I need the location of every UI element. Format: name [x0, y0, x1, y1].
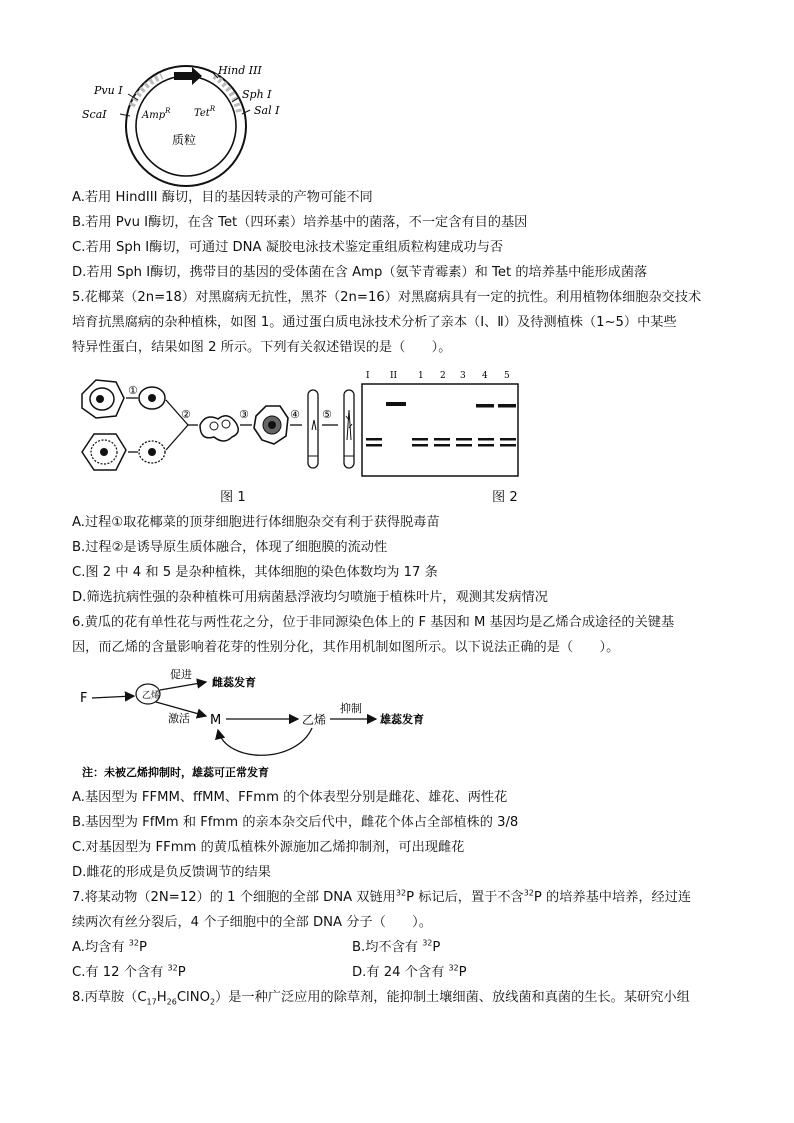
q7-option-b: B.均不含有 $^{32}$P — [352, 938, 441, 955]
q6-option-a: A.基因型为 FFMM、ffMM、FFmm 的个体表型分别是雌花、雄花、两性花 — [72, 790, 508, 805]
site-sal: Sal I — [254, 104, 280, 117]
promote-label: 促进 — [170, 668, 192, 681]
q7-option-a: A.均含有 $^{32}$P — [72, 938, 147, 955]
site-sph: Sph I — [242, 88, 272, 101]
step-5-label: ⑤ — [322, 408, 332, 421]
q5-option-b: B.过程②是诱导原生质体融合，体现了细胞膜的流动性 — [72, 540, 388, 555]
site-pvu: Pvu I — [94, 84, 123, 97]
q7-stem-1: 7.将某动物（2N=12）的 1 个细胞的全部 DNA 双链用$^{32}$P 标记后，置于不含$^{32}$P 的培养基中培养，经过连 — [72, 888, 692, 905]
site-hind: Hind III — [218, 64, 262, 77]
plasmid-diagram — [82, 62, 292, 188]
step-3-label: ③ — [239, 408, 249, 421]
svg-text:AmpR: Amp$^R$ — [142, 107, 171, 121]
svg-text:TetR: Tet$^R$ — [194, 105, 216, 119]
diagram-note: 注：未被乙烯抑制时，雄蕊可正常发育 — [82, 766, 269, 779]
fusion-process-figure — [76, 370, 366, 480]
q6-option-c: C.对基因型为 FFmm 的黄瓜植株外源施加乙烯抑制剂，可出现雌花 — [72, 840, 465, 855]
q7-stem-2: 续两次有丝分裂后，4 个子细胞中的全部 DNA 分子（ ）。 — [72, 915, 432, 930]
activate-label: 激活 — [168, 712, 190, 725]
male-development-label: 雄蕊发育 — [380, 713, 424, 726]
gel-figure — [360, 368, 520, 478]
step-1-label: ① — [128, 384, 138, 397]
lane-label-3: 3 — [460, 371, 466, 381]
tet-label: Tet — [194, 108, 210, 119]
q5-option-a: A.过程①取花椰菜的顶芽细胞进行体细胞杂交有利于获得脱毒苗 — [72, 515, 440, 530]
step-4-label: ④ — [290, 408, 300, 421]
q5-stem-3: 特异性蛋白，结果如图 2 所示。下列有关叙述错误的是（ ）。 — [72, 340, 452, 355]
q8-stem: 8.丙草胺$(C_{17}H_{26}ClNO_2)$是一种广泛应用的除草剂，能抑制土壤细菌、放线菌和真菌的生长。某研究小组 — [72, 990, 690, 1007]
q4-option-b: B.若用 Pvu Ⅰ酶切，在含 Tet（四环素）培养基中的菌落，不一定含有目的基因 — [72, 215, 528, 230]
q5-stem-2: 培育抗黑腐病的杂种植株，如图 1。通过蛋白质电泳技术分析了亲本（Ⅰ、Ⅱ）及待测植株（1~5）中某些 — [72, 315, 677, 330]
lane-label-5: 5 — [504, 371, 510, 381]
promoter-arrow-icon — [174, 67, 202, 85]
lane-label-1: 1 — [418, 371, 424, 381]
q7-option-d: D.有 24 个含有 $^{32}$P — [352, 963, 467, 980]
step-2-label: ② — [181, 408, 191, 421]
amp-label: Amp — [142, 110, 166, 121]
fig2-caption: 图 2 — [492, 490, 518, 505]
q6-option-b: B.基因型为 FfMm 和 Ffmm 的亲本杂交后代中，雌花个体占全部植株的 3/8 — [72, 815, 519, 830]
ethylene-label: 乙烯 — [302, 713, 327, 727]
lane-label-2: 2 — [440, 371, 446, 381]
q5-option-c: C.图 2 中 4 和 5 是杂种植株，其体细胞的染色体数均为 17 条 — [72, 565, 438, 580]
q6-stem-1: 6.黄瓜的花有单性花与两性花之分，位于非同源染色体上的 F 基因和 M 基因均是乙烯合成途径的关键基 — [72, 615, 675, 630]
plasmid-label: 质粒 — [172, 133, 197, 147]
lane-label-II: II — [390, 371, 398, 381]
gene-F-label: F — [80, 691, 88, 706]
lane-label-I: I — [366, 371, 370, 381]
lane-label-4: 4 — [482, 371, 488, 381]
site-sca: ScaI — [82, 108, 107, 121]
gene-M-label: M — [210, 713, 222, 728]
q4-option-c: C.若用 Sph Ⅰ酶切，可通过 DNA 凝胶电泳技术鉴定重组质粒构建成功与否 — [72, 240, 504, 255]
ethylene-small-label: 乙烯 — [142, 691, 161, 701]
q7-option-c: C.有 12 个含有 $^{32}$P — [72, 963, 186, 980]
female-development-label: 雌蕊发育 — [212, 676, 256, 689]
q5-stem-1: 5.花椰菜（2n=18）对黑腐病无抗性，黑芥（2n=16）对黑腐病具有一定的抗性。利用植物体细胞杂交技术 — [72, 290, 702, 305]
q5-option-d: D.筛选抗病性强的杂种植株可用病菌悬浮液均匀喷施于植株叶片，观测其发病情况 — [72, 590, 548, 605]
q6-stem-2: 因，而乙烯的含量影响着花芽的性别分化，其作用机制如图所示。以下说法正确的是（ ）。 — [72, 640, 620, 655]
ethylene-mechanism-diagram — [76, 664, 436, 782]
fig1-caption: 图 1 — [220, 490, 246, 505]
inhibit-label: 抑制 — [340, 702, 362, 715]
q4-option-d: D.若用 Sph Ⅰ酶切，携带目的基因的受体菌在含 Amp（氨苄青霉素）和 Tet 的培养基中能形成菌落 — [72, 265, 648, 280]
q4-option-a: A.若用 HindIII 酶切，目的基因转录的产物可能不同 — [72, 190, 373, 205]
q6-option-d: D.雌花的形成是负反馈调节的结果 — [72, 865, 271, 880]
